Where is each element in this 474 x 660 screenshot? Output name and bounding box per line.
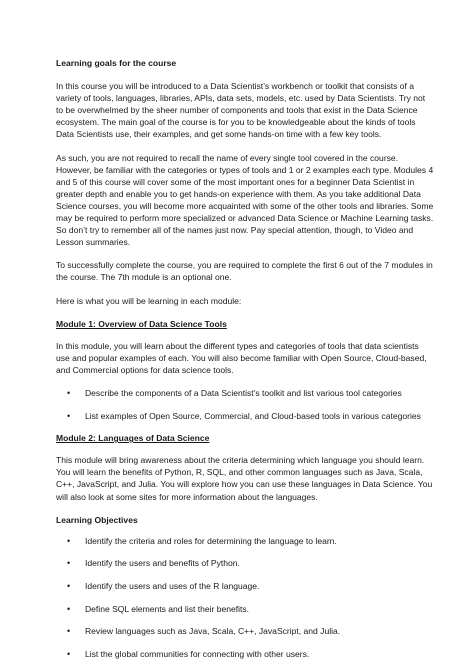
- module-2-description: This module will bring awareness about the criteria determining which language you should learn. You will learn the benefits of Python, R, SQL, and other common languages such as Java, Scala, C++, JavaScript, and Julia. You will explore how you can use these languages in Data Science. You will also look at some sites for more information about the languages.: [56, 455, 433, 502]
- list-item-text: Define SQL elements and list their benefits.: [85, 603, 250, 614]
- module-1-bullet-list: [56, 387, 434, 422]
- list-item: [56, 387, 434, 399]
- module-1-description: In this module, you will learn about the different types and categories of tools that data scientists use and popular examples of each. You will also become familiar with Open Source, Cloud-based, and Commercial options for data science tools.: [56, 340, 427, 375]
- bullet-icon: •: [67, 387, 71, 398]
- list-item-text: List the global communities for connecting with other users.: [85, 648, 310, 659]
- list-item: [56, 557, 434, 569]
- bullet-icon: •: [67, 410, 71, 421]
- tools-paragraph: As such, you are not required to recall the name of every single tool covered in the course. However, be familiar with the categories or types of tools and 1 or 2 examples each type. Modules 4 and 5 of this course will cover some of the most important ones for a beginner Data Scientist in greater depth and enable you to get hands-on experience with them. As you take additional Data Science courses, you will become more acquainted with some of the other tools and libraries. Some may be required to perform more specialized or advanced Data Science or Machine Learning tasks. So don’t try to remember all of the names just now. Pay special attention, though, to Video and Lesson summaries.: [56, 152, 434, 248]
- bullet-icon: •: [67, 648, 71, 659]
- completion-paragraph: To successfully complete the course, you are required to complete the first 6 out of the 7 modules in the course. The 7th module is an optional one.: [56, 260, 433, 283]
- list-item-text: Review languages such as Java, Scala, C++, JavaScript, and Julia.: [85, 626, 341, 637]
- list-item: [56, 410, 434, 422]
- list-item: [56, 603, 434, 615]
- bullet-icon: •: [67, 603, 71, 614]
- page-heading: Learning goals for the course: [56, 58, 177, 68]
- list-item: [56, 625, 434, 637]
- bullet-icon: •: [67, 535, 71, 546]
- bullet-icon: •: [67, 558, 71, 569]
- intro-paragraph: In this course you will be introduced to a Data Scientist’s workbench or toolkit that consists of a variety of tools, languages, libraries, APIs, data sets, models, etc. used by Data Scientists. Try not to be overwhelmed by the sheer number of components and tools that exist in the Data Science ecosystem. The main goal of the course is for you to be knowledgeable about the kinds of tools Data Scientists use, their examples, and get some hands-on time with a few key tools.: [56, 81, 426, 140]
- bullet-icon: •: [67, 626, 71, 637]
- list-item-text: List examples of Open Source, Commercial, and Cloud-based tools in various categories: [85, 410, 421, 421]
- list-item-text: Identify the users and benefits of Python.: [85, 558, 240, 569]
- list-item: [56, 535, 434, 547]
- module-1-title: Module 1: Overview of Data Science Tools: [56, 318, 227, 329]
- module-2-title: Module 2: Languages of Data Science: [56, 433, 210, 444]
- list-item: [56, 580, 434, 592]
- bullet-icon: •: [67, 580, 71, 591]
- learning-objectives-heading: Learning Objectives: [56, 514, 138, 525]
- list-item-text: Identify the criteria and roles for determining the language to learn.: [85, 535, 337, 546]
- list-item-text: Describe the components of a Data Scientist’s toolkit and list various tool categories: [85, 387, 402, 398]
- modules-intro-paragraph: Here is what you will be learning in each module:: [56, 295, 242, 306]
- list-item: [56, 648, 434, 660]
- list-item-text: Identify the users and uses of the R language.: [85, 580, 260, 591]
- module-2-bullet-list: [56, 535, 434, 660]
